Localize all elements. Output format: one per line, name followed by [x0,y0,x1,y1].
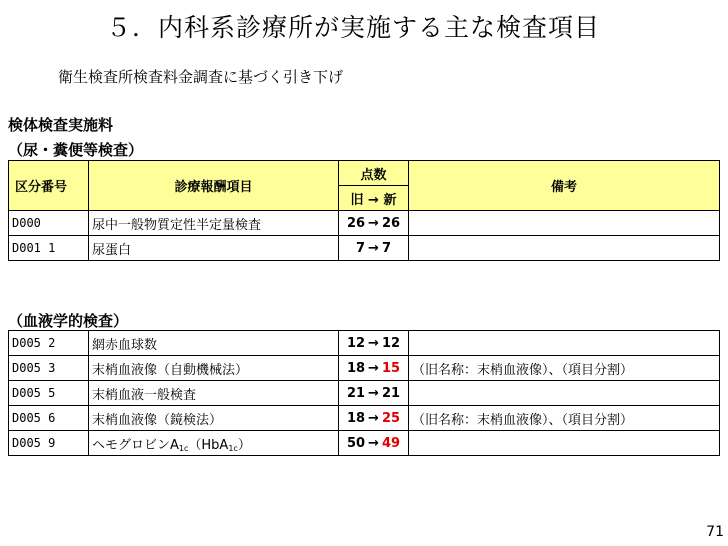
row-note [409,211,720,236]
header-points: 点数 [339,161,409,186]
table-row [9,211,720,236]
row-code: D005 9 [9,431,89,456]
table-row [9,431,720,456]
section-title: 検体検査実施料 [8,116,114,134]
row-points: 18 → 15 [339,356,409,381]
row-item: 網赤血球数 [89,331,339,356]
row-code: D005 3 [9,356,89,381]
row-item: 尿蛋白 [89,236,339,261]
row-points: 26 → 26 [339,211,409,236]
table-row [9,406,720,431]
header-note: 備考 [409,161,720,211]
table-row [9,356,720,381]
page-title: ５．内科系診療所が実施する主な検査項目 [106,13,601,42]
table-row [9,381,720,406]
row-code: D005 2 [9,331,89,356]
section-subtitle: （尿・糞便等検査） [8,141,144,159]
row-points: 21 → 21 [339,381,409,406]
section-title: （血液学的検査） [8,312,129,330]
page-number: 71 [706,524,724,540]
row-note [409,381,720,406]
row-note: （旧名称：末梢血液像）、（項目分割） [409,356,720,381]
row-item: 末梢血液像（鏡検法） [89,406,339,431]
header-code: 区分番号 [9,161,89,211]
row-note [409,431,720,456]
row-points: 18 → 25 [339,406,409,431]
page-subtitle: 衛生検査所検査料金調査に基づく引き下げ [58,68,344,86]
row-code: D000 [9,211,89,236]
row-note [409,236,720,261]
urine-test-table [8,160,720,261]
row-item: 末梢血液一般検査 [89,381,339,406]
table-row [9,331,720,356]
row-note [409,331,720,356]
table-row [9,236,720,261]
row-points: 12 → 12 [339,331,409,356]
row-note: （旧名称：末梢血液像）、（項目分割） [409,406,720,431]
row-code: D005 6 [9,406,89,431]
header-points-sub: 旧 → 新 [339,186,409,211]
row-item: 尿中一般物質定性半定量検査 [89,211,339,236]
row-code: D005 5 [9,381,89,406]
header-item: 診療報酬項目 [89,161,339,211]
row-item: ヘモグロビン$A_{1c}(HbA_{1c})$ [89,431,339,456]
row-item: 末梢血液像（自動機械法） [89,356,339,381]
row-points: 50 → 49 [339,431,409,456]
row-points: 7 → 7 [339,236,409,261]
row-code: D001 1 [9,236,89,261]
blood-test-table [8,330,720,456]
